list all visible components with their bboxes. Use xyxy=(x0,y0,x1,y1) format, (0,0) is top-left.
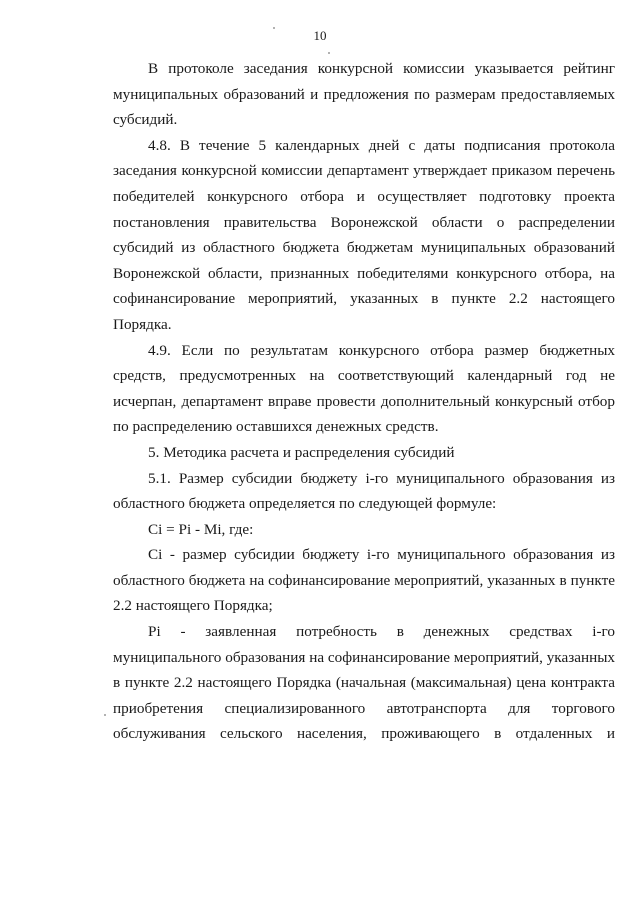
paragraph-4-9: 4.9. Если по результатам конкурсного отбора размер бюджетных средств, предусмотренных на соответствующий календарный год не исчерпан, департамент вправе провести дополнительный конкурсный отбор по распределению оставшихся денежных средств. xyxy=(113,341,615,436)
document-body xyxy=(113,56,615,747)
scan-speck xyxy=(104,714,106,716)
section-heading: 5. Методика расчета и распределения субсидий xyxy=(148,443,455,461)
scan-speck xyxy=(328,52,330,54)
paragraph-ci-definition: Ci - размер субсидии бюджету i-го муниципального образования из областного бюджета на софинансирование мероприятий, указанных в пункте 2.2 настоящего Порядка; xyxy=(113,546,615,615)
paragraph-5-1: 5.1. Размер субсидии бюджету i-го муниципального образования из областного бюджета определяется по следующей формуле: xyxy=(113,469,615,513)
paragraph-protocol-rating: В протоколе заседания конкурсной комиссии указывается рейтинг муниципальных образований и предложения по размерам предоставляемых субсидий. xyxy=(113,60,615,129)
scan-speck xyxy=(273,27,275,29)
page-number: 10 xyxy=(313,28,327,43)
formula-line: Ci = Pi - Mi, где: xyxy=(148,520,254,538)
paragraph-4-8: 4.8. В течение 5 календарных дней с даты подписания протокола заседания конкурсной комиссии департамент утверждает приказом перечень победителей конкурсного отбора и осуществляет подготовку проекта постановления правительства Воронежской области о распределении субсидий из областного бюджета бюджетам муниципальных образований Воронежской области, признанных победителями конкурсного отбора, на софинансирование мероприятий, указанных в пункте 2.2 настоящего Порядка. xyxy=(113,136,615,333)
paragraph-pi-definition: Pi - заявленная потребность в денежных средствах i-го муниципального образования на софинансирование мероприятий, указанных в пункте 2.2 настоящего Порядка (начальная (максимальная) цена контракта приобретения специализированного автотранспорта для торгового обслуживания сельского населения, проживающего в отдаленных и xyxy=(113,623,615,743)
